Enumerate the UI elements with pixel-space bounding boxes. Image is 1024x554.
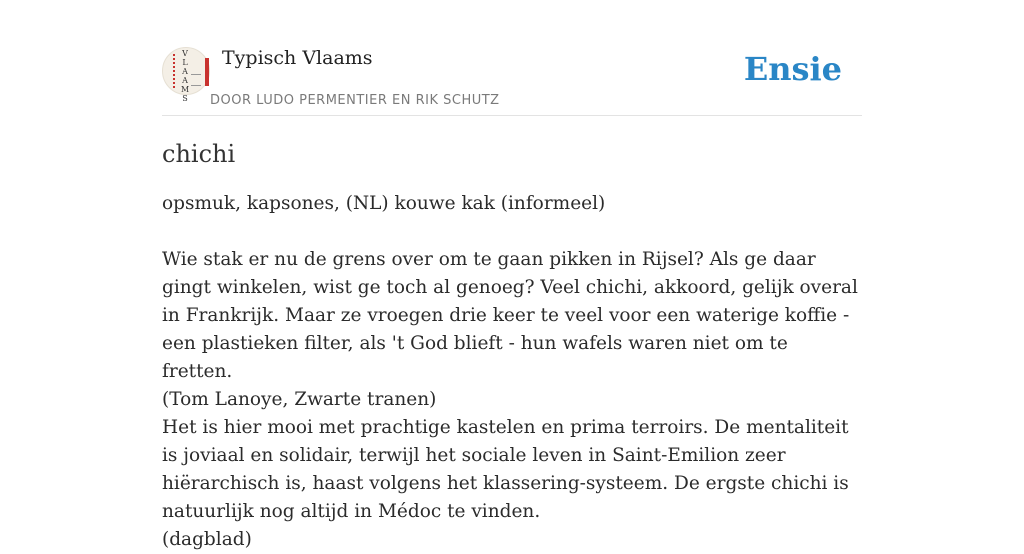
book-logo[interactable]	[162, 47, 210, 103]
logo-letters: V L A A M S	[181, 49, 190, 103]
logo-red-stripe	[205, 58, 209, 86]
example-paragraph: Het is hier mooi met prachtige kastelen en prima terroirs. De mentaliteit is joviaal en solidair, terwijl het sociale leven in Saint-Emilion zeer hiërarchisch is, haast volgens het klassering-systeem. De ergste chichi is natuurlijk nog altijd in Médoc te vinden.	[162, 417, 849, 522]
entry-term: chichi	[162, 140, 236, 168]
book-authors: DOOR LUDO PERMENTIER EN RIK SCHUTZ	[210, 93, 500, 108]
logo-decoration	[173, 54, 178, 88]
example-source: (Tom Lanoye, Zwarte tranen)	[162, 389, 437, 410]
entry-examples	[162, 246, 862, 554]
logo-decoration-lines	[191, 74, 201, 86]
ensie-logo-link[interactable]: Ensie	[743, 50, 842, 88]
example-source: (dagblad)	[162, 529, 252, 550]
example-paragraph: Wie stak er nu de grens over om te gaan pikken in Rijsel? Als ge daar gingt winkelen, wist ge toch al genoeg? Veel chichi, akkoord, gelijk overal in Frankrijk. Maar ze vroegen drie keer te veel voor een waterige koffie - een plastieken filter, als 't God blieft - hun wafels waren niet om te fretten.	[162, 249, 858, 382]
entry-definition: opsmuk, kapsones, (NL) kouwe kak (informeel)	[162, 193, 606, 214]
header	[162, 44, 862, 116]
book-title[interactable]: Typisch Vlaams	[222, 47, 373, 69]
entry-content	[162, 138, 862, 554]
